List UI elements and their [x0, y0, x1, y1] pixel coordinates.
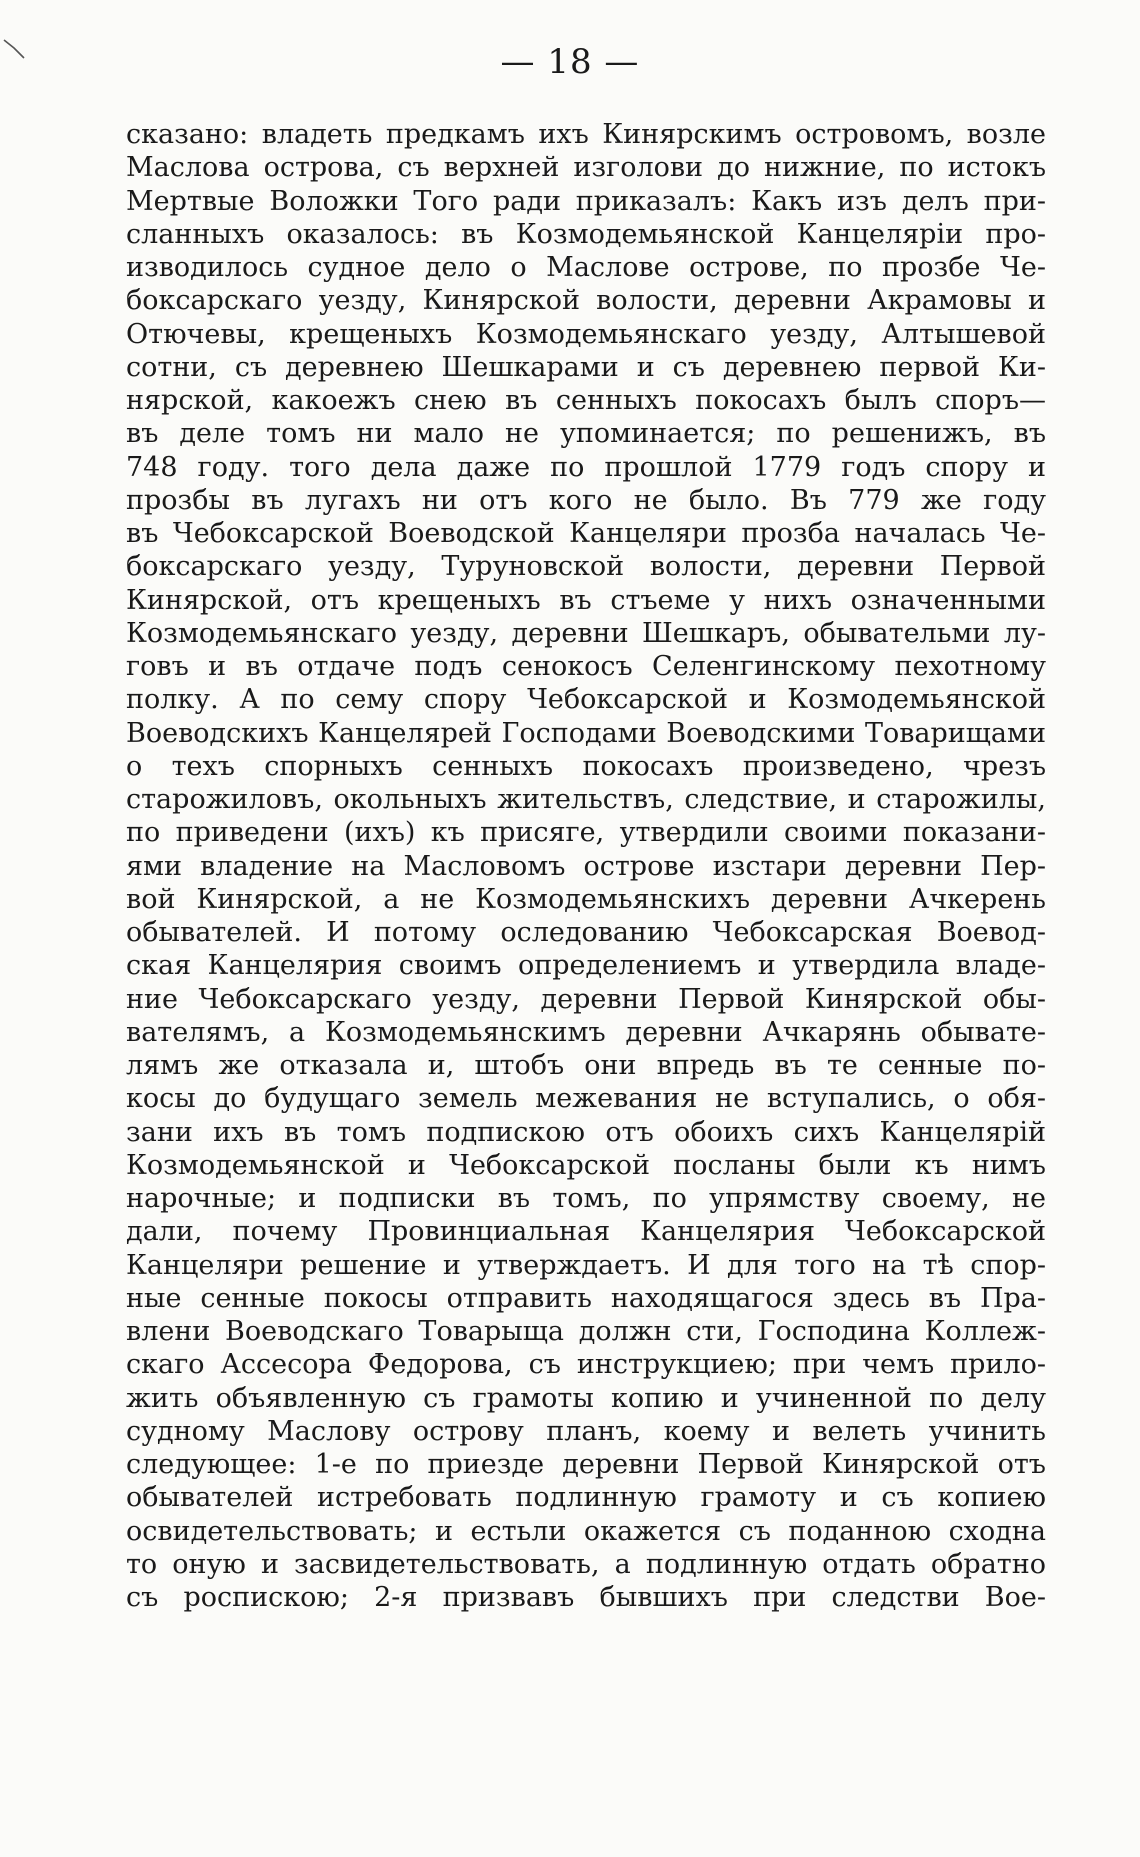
text-line: Мертвые Воложки Того ради приказалъ: Какъ изъ делъ при-	[126, 185, 1046, 217]
text-line: Канцеляри решение и утверждаетъ. И для того на тѣ спор-	[126, 1249, 1046, 1281]
text-line: нарочные; и подписки въ томъ, по упрямству своему, не	[126, 1183, 1046, 1214]
text-line: освидетельствовать; и естьли окажется съ поданною сходна	[126, 1515, 1046, 1547]
text-line: ская Канцелярия своимъ определениемъ и утвердила владе-	[126, 950, 1046, 982]
text-line: косы до будущаго земель межевания не вступались, о обя-	[126, 1083, 1046, 1115]
text-line: лямъ же отказала и, штобъ они впредь въ те сенные по-	[126, 1050, 1046, 1081]
text-line: ные сенные покосы отправить находящагося здесь въ Пра-	[126, 1282, 1046, 1314]
text-line: сказано: владеть предкамъ ихъ Кинярскимъ островомъ, возле	[126, 119, 1046, 150]
text-line: зани ихъ въ томъ подпискою отъ обоихъ сихъ Канцелярій	[126, 1116, 1046, 1148]
page-number: — 18 —	[500, 42, 640, 82]
text-line: боксарскаго уезду, Кинярской волости, деревни Акрамовы и	[126, 285, 1046, 317]
body-text	[126, 118, 1046, 1614]
text-line: нярской, какоежъ снею въ сенныхъ покосахъ былъ споръ—	[126, 385, 1046, 416]
text-line: скаго Ассесора Федорова, съ инструкциею; при чемъ прило-	[126, 1349, 1046, 1381]
text-line: влени Воеводскаго Товарыща должн сти, Господина Коллеж-	[126, 1316, 1046, 1347]
text-line: по приведени (ихъ) къ присяге, утвердили своими показани-	[126, 817, 1046, 849]
text-line: изводилось судное дело о Маслове острове, по прозбе Че-	[126, 252, 1046, 283]
text-line: 748 году. того дела даже по прошлой 1779 годъ спору и	[126, 451, 1046, 483]
text-line: следующее: 1-е по приезде деревни Первой Кинярской отъ	[126, 1449, 1046, 1480]
text-line: въ Чебоксарской Воеводской Канцеляри прозба началась Че-	[126, 518, 1046, 549]
text-line: судному Маслову острову планъ, коему и велеть учинить	[126, 1415, 1046, 1447]
text-line: ями владение на Масловомъ острове изстари деревни Пер-	[126, 850, 1046, 882]
text-line: дали, почему Провинциальная Канцелярия Чебоксарской	[126, 1216, 1046, 1248]
text-line: то оную и засвидетельствовать, а подлинную отдать обратно	[126, 1548, 1046, 1580]
text-line: Козмодемьянской и Чебоксарской посланы были къ нимъ	[126, 1149, 1046, 1181]
text-line: сланныхъ оказалось: въ Козмодемьянской Канцеляріи про-	[126, 218, 1046, 250]
text-line: Воеводскихъ Канцелярей Господами Воеводскими Товарищами	[126, 717, 1046, 749]
text-line: старожиловъ, окольныхъ жительствъ, следствие, и старожилы,	[126, 784, 1046, 815]
text-line: полку. А по сему спору Чебоксарской и Козмодемьянской	[126, 684, 1046, 716]
text-line: въ деле томъ ни мало не упоминается; по решенижъ, въ	[126, 418, 1046, 450]
text-line: обывателей. И потому оследованию Чебоксарская Воевод-	[126, 917, 1046, 948]
text-line: боксарскаго уезду, Туруновской волости, деревни Первой	[126, 551, 1046, 583]
text-line: прозбы въ лугахъ ни отъ кого не было. Въ 779 же году	[126, 484, 1046, 516]
text-line: сотни, съ деревнею Шешкарами и съ деревнею первой Ки-	[126, 351, 1046, 383]
text-line: ние Чебоксарскаго уезду, деревни Первой Кинярской обы-	[126, 983, 1046, 1015]
text-line: Маслова острова, съ верхней изголови до нижние, по истокъ	[126, 152, 1046, 184]
text-line: съ роспискою; 2-я призвавъ бывшихъ при следстви Вое-	[126, 1582, 1046, 1613]
text-line: Отючевы, крещеныхъ Козмодемьянскаго уезду, Алтышевой	[126, 318, 1046, 350]
text-line: Козмодемьянскаго уезду, деревни Шешкаръ, обывательми лу-	[126, 617, 1046, 649]
text-line: обывателей истребовать подлинную грамоту и съ копиею	[126, 1482, 1046, 1514]
text-line: говъ и въ отдаче подъ сенокосъ Селенгинскому пехотному	[126, 651, 1046, 682]
text-line: о техъ спорныхъ сенныхъ покосахъ произведено, чрезъ	[126, 750, 1046, 782]
text-line: жить объявленную съ грамоты копию и учиненной по делу	[126, 1382, 1046, 1414]
text-line: вателямъ, а Козмодемьянскимъ деревни Ачкарянь обывате-	[126, 1016, 1046, 1048]
text-line: Кинярской, отъ крещеныхъ въ стъеме у нихъ означенными	[126, 584, 1046, 616]
text-line: вой Кинярской, а не Козмодемьянскихъ деревни Ачкерень	[126, 883, 1046, 915]
